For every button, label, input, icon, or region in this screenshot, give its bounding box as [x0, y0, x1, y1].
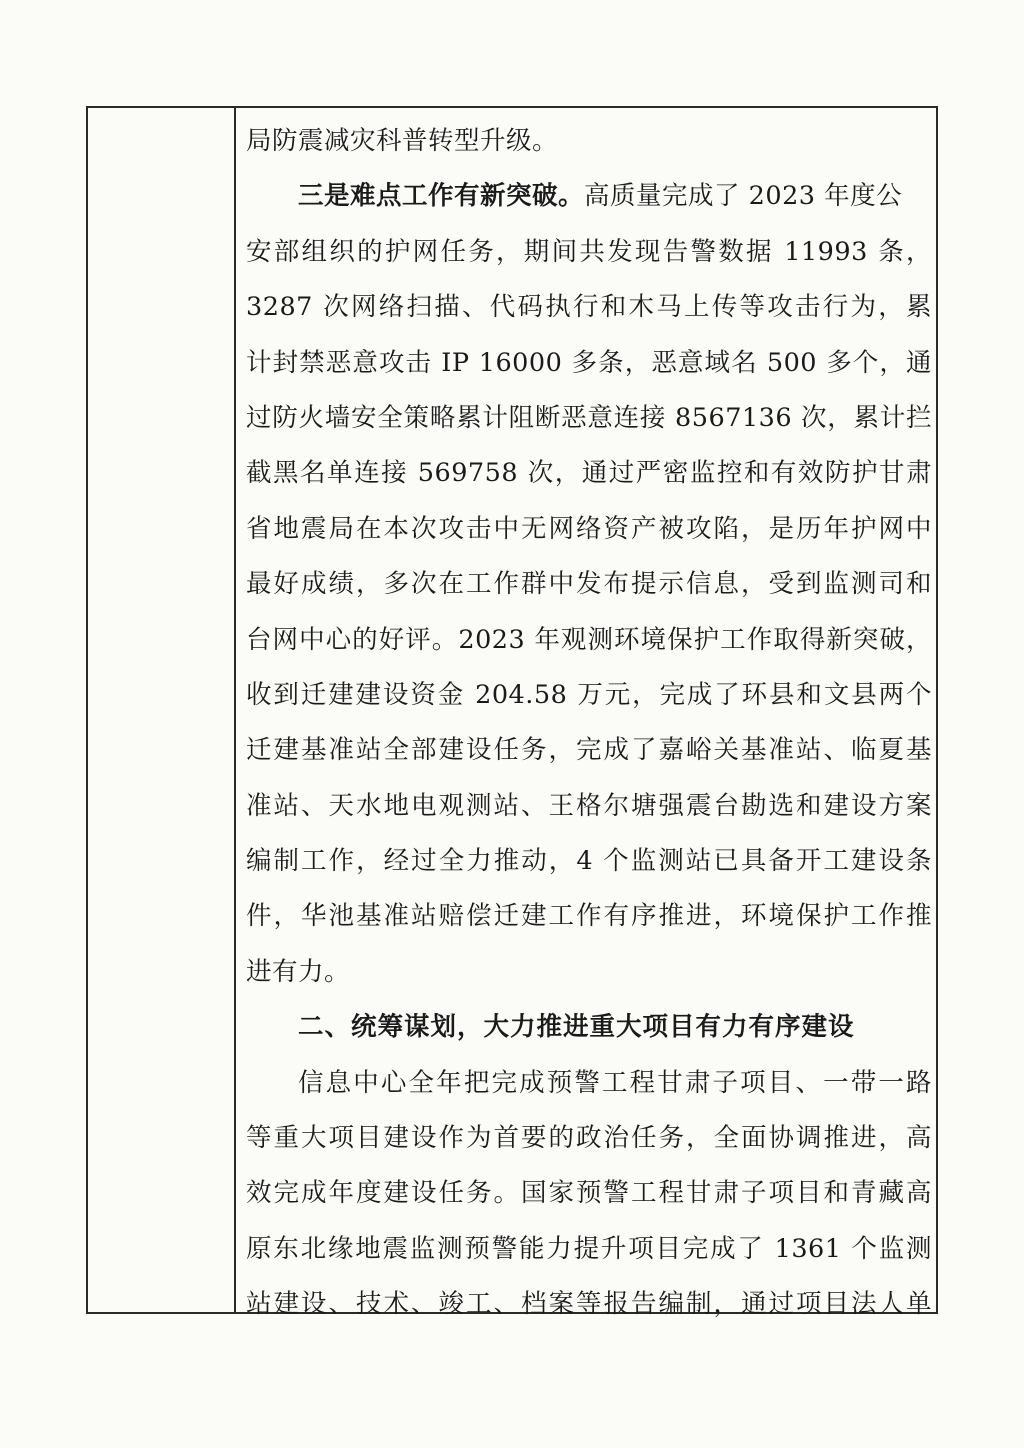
table-frame [86, 106, 938, 1320]
text-line: 进有力。 [246, 956, 351, 987]
text-line: 准站、天水地电观测站、王格尔塘强震台勘选和建设方案 [246, 790, 932, 821]
text-line: 原东北缘地震监测预警能力提升项目完成了 1361 个监测 [246, 1233, 932, 1264]
paragraph-start-line [246, 169, 932, 224]
text-line: 省地震局在本次攻击中无网络资产被攻陷，是历年护网中 [246, 513, 932, 544]
text-line: 3287 次网络扫描、代码执行和木马上传等攻击行为，累 [246, 292, 932, 323]
table-left-column [88, 108, 236, 1312]
text-line: 效完成年度建设任务。国家预警工程甘肃子项目和青藏高 [246, 1178, 932, 1209]
text-line: 台网中心的好评。2023 年观测环境保护工作取得新突破， [246, 624, 932, 655]
text-line: 最好成绩，多次在工作群中发布提示信息，受到监测司和 [246, 569, 932, 600]
text-line: 等重大项目建设作为首要的政治任务，全面协调推进，高 [246, 1123, 932, 1154]
text-line: 收到迁建建设资金 204.58 万元，完成了环县和文县两个 [246, 679, 932, 710]
text-line: 过防火墙安全策略累计阻断恶意连接 8567136 次，累计拦 [246, 402, 932, 433]
text-line: 截黑名单连接 569758 次，通过严密监控和有效防护甘肃 [246, 458, 932, 489]
text-line: 件，华池基准站赔偿迁建工作有序推进，环境保护工作推 [246, 901, 932, 932]
text-line: 计封禁恶意攻击 IP 16000 多条，恶意域名 500 多个，通 [246, 347, 932, 378]
text-line: 编制工作，经过全力推动，4 个监测站已具备开工建设条 [246, 846, 932, 877]
emphasis-text: 三是难点工作有新突破。 [298, 181, 585, 212]
section-heading: 二、统筹谋划，大力推进重大项目有力有序建设 [298, 1012, 855, 1043]
table-content-cell [246, 114, 932, 1333]
text-line: 站建设、技术、竣工、档案等报告编制，通过项目法人单 [246, 1289, 932, 1320]
text-line: 局防震减灾科普转型升级。 [246, 126, 559, 156]
paragraph-start-line: 信息中心全年把完成预警工程甘肃子项目、一带一路 [298, 1067, 932, 1098]
text-line: 安部组织的护网任务，期间共发现告警数据 11993 条， [246, 236, 932, 267]
text-span: 高质量完成了 2023 年度公 [584, 181, 903, 212]
text-line: 迁建基准站全部建设任务，完成了嘉峪关基准站、临夏基 [246, 735, 932, 766]
